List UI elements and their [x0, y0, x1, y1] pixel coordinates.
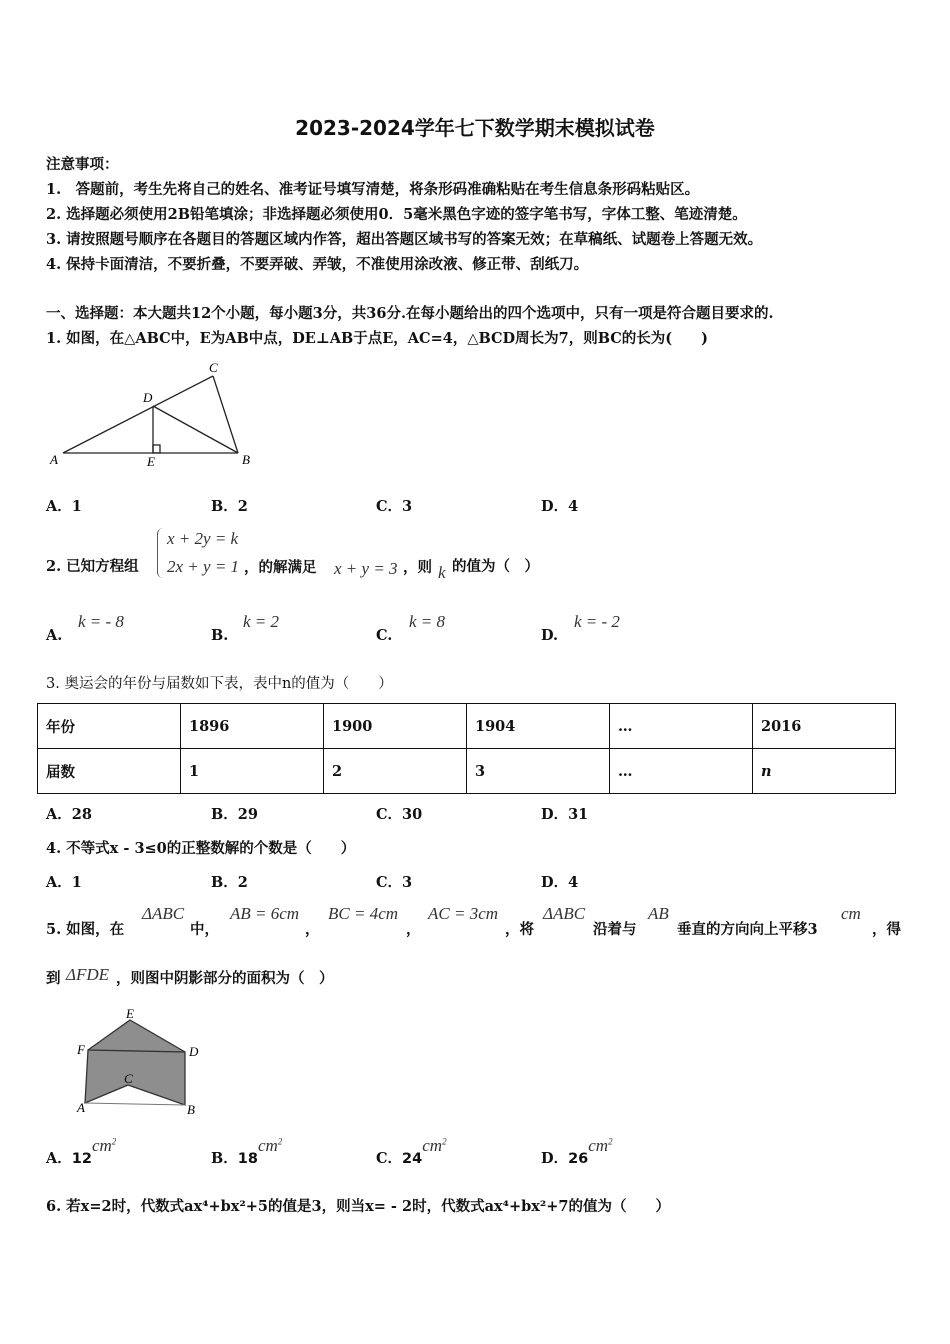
label-a: A [77, 1100, 85, 1115]
table-cell: … [610, 749, 753, 794]
table-cell: 2016 [753, 704, 896, 749]
question-6: 6. 若x=2时，代数式ax⁴+bx²+5的值是3，则当x= - 2时，代数式ax⁴+bx²+7的值为（ ） [46, 1198, 670, 1215]
table-cell: 2 [324, 749, 467, 794]
label-c: C [124, 1071, 133, 1086]
option-b[interactable]: B．2 [211, 874, 248, 891]
question-3: 3. 奥运会的年份与届数如下表，表中n的值为（ ） [46, 676, 393, 692]
option-a[interactable]: A．1 [46, 874, 82, 891]
option-c[interactable]: C．3 [376, 874, 413, 891]
q5-translation-figure [85, 1020, 185, 1105]
label-e: E [147, 454, 155, 469]
table-cell: 1896 [181, 704, 324, 749]
question-2-then: ，则 [403, 559, 432, 576]
triangle-fde: ΔFDE [66, 965, 110, 984]
table-cell: 年份 [38, 704, 181, 749]
question-5-p6: ，得 [872, 921, 901, 938]
equation-1: x + 2y = k [167, 529, 239, 548]
notice-item: 4. 保持卡面清洁，不要折叠，不要弄破、弄皱，不准使用涂改液、修正带、刮纸刀。 [46, 256, 589, 273]
label-a: A [50, 452, 58, 467]
option-b-value: k = 2 [243, 612, 280, 631]
equation-2: 2x + y = 1 [167, 557, 240, 576]
table-cell: 1 [181, 749, 324, 794]
option-c[interactable]: C．$24cm^2$ [376, 1136, 447, 1167]
question-5-p3: ，将 [505, 921, 534, 938]
question-5-p1: 5. 如图，在 [46, 921, 125, 938]
option-b[interactable]: B．2 [211, 498, 248, 515]
section-heading: 一、选择题：本大题共12个小题，每小题3分，共36分.在每小题给出的四个选项中，只有一项是符合题目要求的. [46, 305, 774, 322]
option-a-value: k = - 8 [78, 612, 124, 631]
label-b: B [187, 1102, 195, 1117]
comma: ， [406, 921, 421, 938]
option-c[interactable]: C．3 [376, 498, 413, 515]
table-cell: n [753, 749, 896, 794]
question-2-suffix: 的值为（ ） [452, 558, 539, 575]
ac-length: AC = 3cm [428, 904, 499, 923]
notice-item: 3. 请按照题号顺序在各题目的答题区域内作答，超出答题区域书写的答案无效；在草稿纸、试题卷上答题无效。 [46, 231, 763, 248]
option-b[interactable]: B．29 [211, 806, 258, 823]
option-d[interactable]: D．31 [541, 806, 589, 823]
table-cell: 1904 [467, 704, 610, 749]
label-d: D [143, 390, 153, 405]
label-e: E [126, 1006, 134, 1021]
question-5-p4: 沿着与 [593, 921, 637, 938]
ab-length: AB = 6cm [230, 904, 300, 923]
triangle-abc: ΔABC [142, 904, 185, 923]
option-a[interactable]: A．$12cm^2$ [46, 1136, 117, 1167]
table-cell: 届数 [38, 749, 181, 794]
question-4: 4. 不等式x - 3≤0的正整数解的个数是（ ） [46, 840, 356, 857]
option-b[interactable]: B. [211, 627, 229, 644]
comma: ， [305, 921, 320, 938]
table-cell: 3 [467, 749, 610, 794]
question-5-line2a: 到 [46, 970, 61, 987]
q1-triangle-figure [63, 376, 238, 453]
label-b: B [242, 452, 250, 467]
question-2-prefix: 2. 已知方程组 [46, 558, 139, 575]
question-2-mid: ，的解满足 [244, 559, 317, 576]
label-c: C [209, 360, 218, 375]
option-c-value: k = 8 [409, 612, 446, 631]
label-d: D [189, 1044, 199, 1059]
question-5-line2b: ，则图中阴影部分的面积为（ ） [116, 970, 334, 987]
option-a[interactable]: A．1 [46, 498, 82, 515]
option-d[interactable]: D．4 [541, 498, 579, 515]
bc-length: BC = 4cm [328, 904, 399, 923]
notice-item: 2. 选择题必须使用2B铅笔填涂；非选择题必须使用0．5毫米黑色字迹的签字笔书写，字体工整、笔迹清楚。 [46, 206, 747, 223]
option-d[interactable]: D．4 [541, 874, 579, 891]
table-row [38, 704, 896, 749]
variable-k: k [438, 563, 446, 582]
page-title: 2023-2024学年七下数学期末模拟试卷 [295, 116, 655, 140]
triangle-abc: ΔABC [543, 904, 586, 923]
condition: x + y = 3 [334, 559, 398, 578]
olympics-table [37, 703, 896, 794]
notice-heading: 注意事项： [46, 156, 119, 173]
option-c[interactable]: C．30 [376, 806, 423, 823]
table-cell: 1900 [324, 704, 467, 749]
option-c[interactable]: C. [376, 627, 393, 644]
option-a[interactable]: A．28 [46, 806, 92, 823]
question-5-p2: 中， [190, 921, 219, 938]
notice-item: 1. 答题前，考生先将自己的姓名、准考证号填写清楚，将条形码准确粘贴在考生信息条形码粘贴区。 [46, 181, 700, 198]
question-5-p5: 垂直的方向向上平移3 [677, 921, 818, 938]
option-d[interactable]: D. [541, 627, 559, 644]
unit-cm: cm [841, 904, 861, 923]
option-a[interactable]: A. [46, 627, 63, 644]
table-row [38, 749, 896, 794]
segment-ab: AB [648, 904, 669, 923]
option-d-value: k = - 2 [574, 612, 620, 631]
table-cell: … [610, 704, 753, 749]
option-d[interactable]: D．$26cm^2$ [541, 1136, 613, 1167]
option-b[interactable]: B．$18cm^2$ [211, 1136, 283, 1167]
question-1: 1. 如图，在△ABC中，E为AB中点，DE⊥AB于点E，AC=4，△BCD周长为7，则BC的长为( ) [46, 330, 709, 347]
brace [157, 528, 166, 578]
label-f: F [77, 1042, 85, 1057]
